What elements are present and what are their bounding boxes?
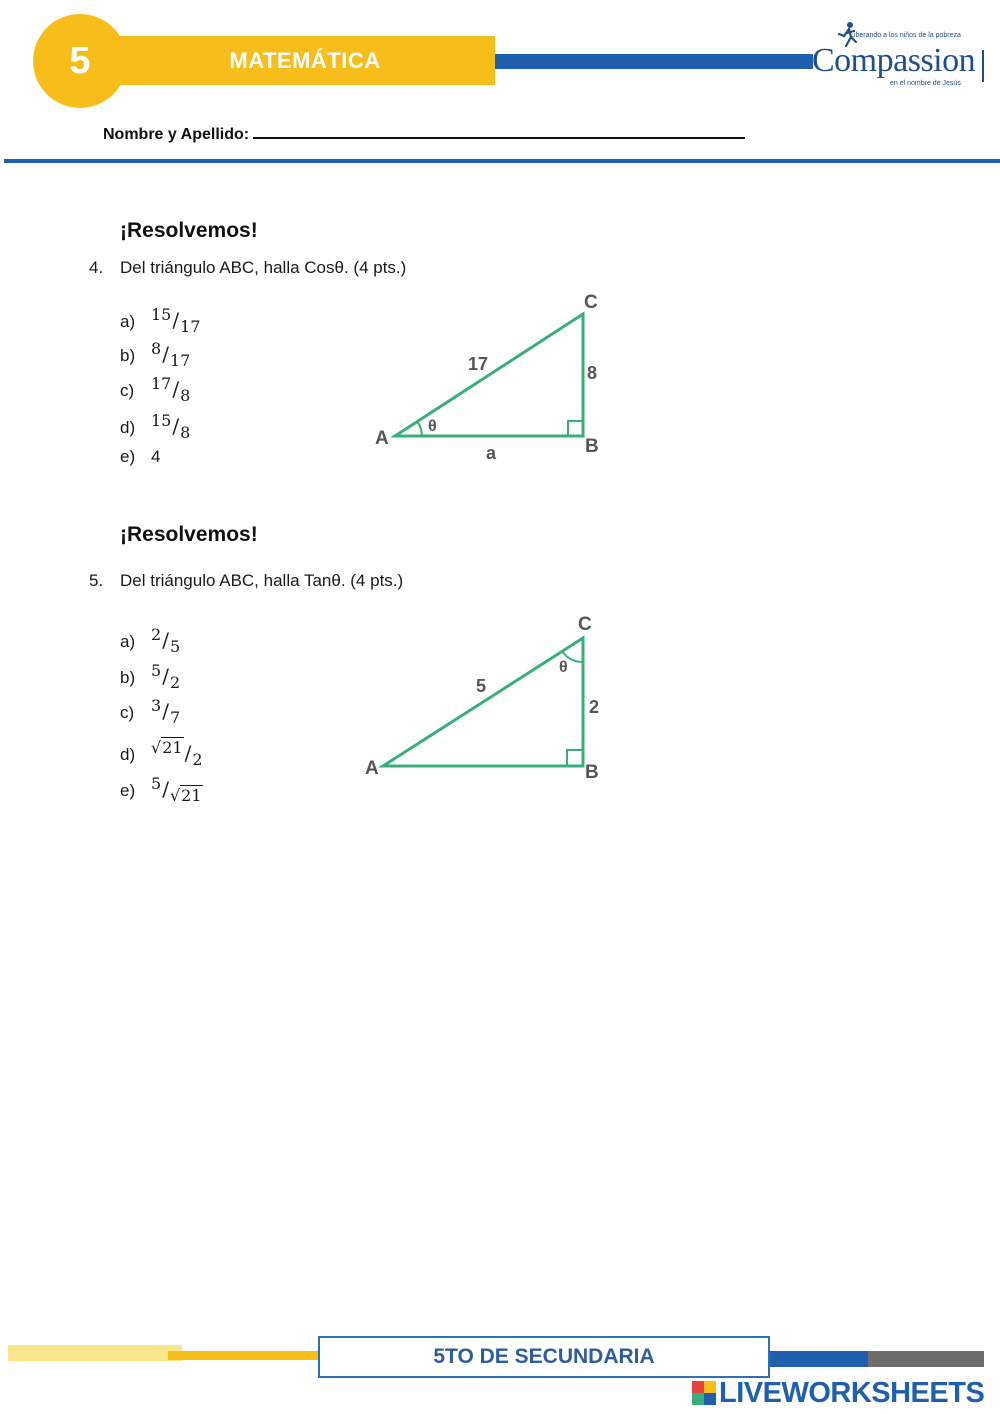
subject-banner: MATEMÁTICA: [115, 36, 495, 85]
section-title-2: ¡Resolvemos!: [120, 523, 258, 546]
vertex-c: C: [578, 614, 592, 635]
denominator: 7: [169, 708, 181, 727]
radicand: 21: [162, 738, 183, 757]
vertex-b: B: [585, 762, 599, 783]
base-side-label: a: [486, 443, 497, 463]
logo-tagline-top: Liberando a los niños de la pobreza: [850, 32, 961, 39]
question-number: 4.: [89, 258, 104, 277]
theta-label: θ: [559, 659, 568, 676]
grade-label: 5TO DE SECUNDARIA: [318, 1336, 770, 1378]
question-text: Del triángulo ABC, halla Tanθ. (4 pts.): [120, 571, 404, 590]
unit-number-badge: 5: [33, 14, 127, 108]
footer-blue-bar: [770, 1351, 868, 1367]
name-field-blank[interactable]: [253, 125, 745, 139]
vertex-a: A: [375, 428, 389, 449]
denominator: 2: [169, 673, 181, 692]
fraction: 3/7: [151, 696, 181, 727]
logo-divider: [982, 50, 984, 82]
hypotenuse-label: 17: [468, 354, 489, 374]
numerator: 3: [151, 696, 162, 715]
logo-wordmark: Compassion: [812, 42, 976, 79]
right-angle-mark: [568, 421, 583, 436]
vertical-side-label: 2: [589, 697, 600, 717]
triangle-diagram-1: [360, 284, 620, 464]
option-label: a): [120, 632, 136, 651]
denominator: 2: [192, 750, 203, 769]
option-4d[interactable]: [120, 411, 191, 444]
liveworksheets-wordmark: LIVEWORKSHEETS: [719, 1376, 985, 1409]
option-label: e): [120, 447, 136, 466]
fraction: 5/√21: [151, 774, 202, 805]
option-4b[interactable]: [120, 339, 191, 372]
denominator: 5: [169, 637, 181, 656]
option-label: c): [120, 381, 135, 400]
question-4: [89, 258, 406, 278]
fraction: √21 /2: [151, 738, 203, 769]
option-5e[interactable]: [120, 774, 203, 807]
option-label: c): [120, 703, 135, 722]
vertex-b: B: [585, 436, 599, 457]
question-5: [89, 571, 403, 591]
denominator: [170, 786, 203, 805]
logo-tagline-bottom: en el nombre de Jesús: [890, 80, 961, 87]
footer-yellow-bar: [8, 1345, 182, 1361]
angle-arc: [417, 421, 422, 436]
right-angle-mark: [567, 750, 583, 766]
denominator: 8: [180, 423, 191, 442]
footer-gold-bar: [168, 1351, 328, 1360]
name-field-row: [103, 125, 745, 144]
option-4a[interactable]: [120, 305, 201, 338]
fraction: 17/8: [151, 374, 191, 405]
triangle-abc-1: [395, 314, 583, 436]
fraction: 15/17: [151, 305, 201, 336]
liveworksheets-icon: [692, 1381, 716, 1405]
question-text: Del triángulo ABC, halla Cosθ. (4 pts.): [120, 258, 407, 277]
numerator: 5: [151, 774, 162, 793]
option-label: b): [120, 668, 136, 687]
option-5d[interactable]: [120, 738, 203, 771]
option-label: b): [120, 346, 136, 365]
compassion-logo: [812, 22, 992, 92]
fraction: 5/2: [151, 661, 181, 692]
header-blue-bar: [495, 54, 813, 69]
sqrt-icon: √: [151, 738, 162, 757]
fraction: 8/17: [151, 339, 191, 370]
option-label: d): [120, 418, 136, 437]
numerator: [151, 738, 184, 757]
numerator: 17: [151, 374, 172, 393]
denominator: 17: [180, 317, 201, 336]
option-label: a): [120, 312, 136, 331]
numerator: 8: [151, 339, 162, 358]
numerator: 15: [151, 411, 172, 430]
footer-gray-bar: [868, 1351, 984, 1367]
option-4e[interactable]: [120, 447, 160, 477]
numerator: 15: [151, 305, 172, 324]
option-label: d): [120, 745, 136, 764]
radicand: 21: [181, 786, 202, 805]
option-5b[interactable]: [120, 661, 181, 694]
vertex-c: C: [584, 292, 598, 313]
option-value: 4: [151, 447, 161, 466]
vertical-side-label: 8: [587, 363, 598, 383]
fraction: 15/8: [151, 411, 191, 442]
section-title-1: ¡Resolvemos!: [120, 219, 258, 242]
numerator: 2: [151, 625, 162, 644]
option-5c[interactable]: [120, 696, 181, 729]
triangle-diagram-2: [355, 606, 615, 786]
vertex-a: A: [365, 758, 379, 779]
denominator: 8: [180, 386, 191, 405]
theta-label: θ: [428, 418, 437, 435]
option-4c[interactable]: [120, 374, 191, 407]
numerator: 5: [151, 661, 162, 680]
triangle-abc-2: [383, 638, 583, 766]
liveworksheets-brand: [692, 1377, 984, 1409]
option-5a[interactable]: [120, 625, 181, 658]
question-number: 5.: [89, 571, 104, 590]
header-divider: [4, 159, 1000, 163]
sqrt-icon: √: [169, 786, 181, 805]
hypotenuse-label: 5: [476, 676, 487, 696]
name-field-label: Nombre y Apellido:: [103, 126, 250, 143]
fraction: 2/5: [151, 625, 181, 656]
denominator: 17: [169, 351, 191, 370]
option-label: e): [120, 781, 136, 800]
